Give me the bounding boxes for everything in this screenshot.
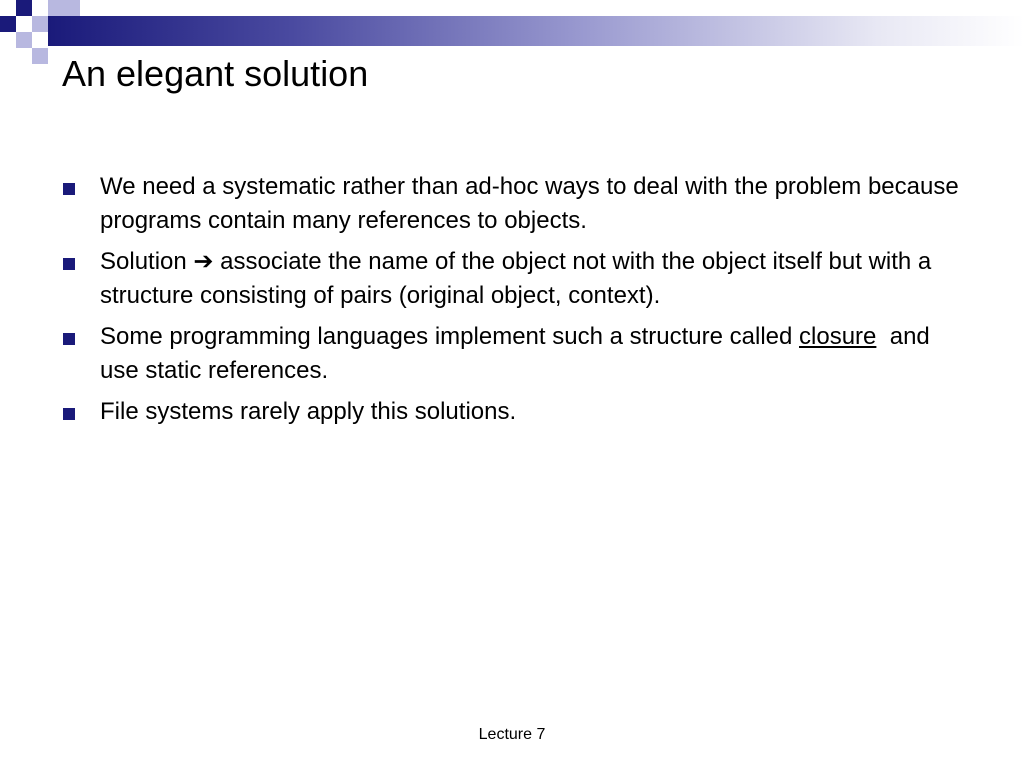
decorative-square: [16, 32, 32, 48]
bullet-text-suffix: associate the name of the object not with the object itself but with a structure consisting of pairs (original object, context).: [100, 248, 932, 309]
square-bullet-icon: [63, 258, 75, 270]
bullet-item: [62, 395, 972, 429]
slide-footer: Lecture 7: [478, 726, 546, 743]
closure-term: closure: [799, 323, 877, 350]
decorative-square: [16, 0, 32, 16]
bullet-text: We need a systematic rather than ad-hoc ways to deal with the problem because programs contain many references to objects.: [100, 173, 959, 234]
decorative-square: [32, 48, 48, 64]
square-bullet-icon: [63, 333, 75, 345]
bullet-text-prefix: Solution: [100, 248, 194, 275]
bullet-item: [62, 245, 972, 313]
decorative-square: [64, 0, 80, 16]
bullet-text-suffix: and use static references.: [100, 323, 937, 384]
square-bullet-icon: [63, 183, 75, 195]
decorative-square: [48, 0, 64, 16]
bullet-item: [62, 170, 972, 238]
decorative-square: [0, 16, 16, 32]
square-bullet-icon: [63, 408, 75, 420]
decorative-square: [32, 16, 48, 32]
right-arrow-icon: ➔: [193, 248, 214, 275]
bullet-item: [62, 320, 972, 388]
bullet-list: [62, 170, 972, 436]
bullet-text-prefix: Some programming languages implement such a structure called: [100, 323, 800, 350]
bullet-text: File systems rarely apply this solutions.: [100, 398, 517, 425]
header-gradient-bar: [48, 16, 1024, 46]
slide-title: An elegant solution: [62, 53, 369, 94]
